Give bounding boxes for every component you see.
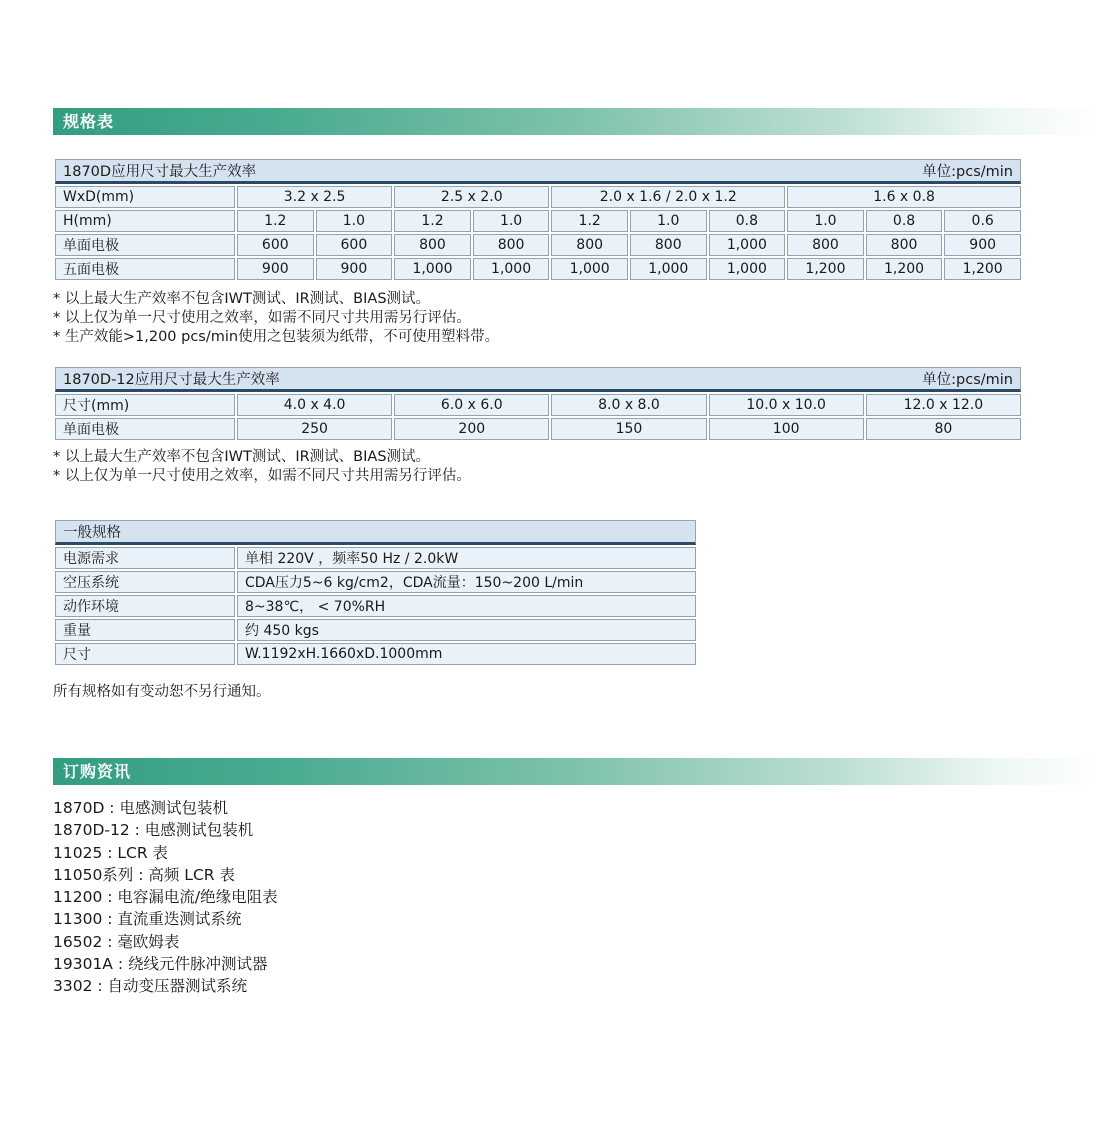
value-cell: 8.0 x 8.0 bbox=[551, 394, 706, 416]
value-cell: W.1192xH.1660xD.1000mm bbox=[237, 643, 696, 665]
value-cell: 1,000 bbox=[473, 258, 550, 280]
value-cell: 4.0 x 4.0 bbox=[237, 394, 392, 416]
order-list-item: 3302 : 自动变压器测试系统 bbox=[53, 977, 248, 996]
row-label-cell: H(mm) bbox=[55, 210, 235, 232]
value-cell: 600 bbox=[316, 234, 393, 256]
value-cell: 900 bbox=[237, 258, 314, 280]
table-row bbox=[55, 258, 1021, 280]
value-cell: 1.0 bbox=[787, 210, 864, 232]
value-cell: 1,200 bbox=[866, 258, 943, 280]
order-list-item: 1870D-12 : 电感测试包装机 bbox=[53, 821, 254, 840]
row-label-cell: 动作环境 bbox=[55, 595, 235, 617]
value-cell: 1,000 bbox=[394, 258, 471, 280]
row-label-cell: 单面电极 bbox=[55, 234, 235, 256]
value-cell: 800 bbox=[551, 234, 628, 256]
table-title-row bbox=[55, 520, 696, 545]
order-section-header: 订购资讯 bbox=[53, 758, 1102, 785]
value-cell: 0.8 bbox=[866, 210, 943, 232]
row-label-cell: 重量 bbox=[55, 619, 235, 641]
row-label-cell: WxD(mm) bbox=[55, 186, 235, 208]
disclaimer-text: 所有规格如有变动恕不另行通知。 bbox=[53, 684, 271, 700]
capacity-table-1870d-12 bbox=[53, 365, 1023, 442]
value-cell: 800 bbox=[394, 234, 471, 256]
table-row bbox=[55, 394, 1021, 416]
value-cell: 80 bbox=[866, 418, 1021, 440]
value-cell: 1,000 bbox=[630, 258, 707, 280]
value-cell: 1,200 bbox=[944, 258, 1021, 280]
value-cell: 1.2 bbox=[237, 210, 314, 232]
value-cell: 2.0 x 1.6 / 2.0 x 1.2 bbox=[551, 186, 785, 208]
value-cell: 单相 220V ，频率50 Hz / 2.0kW bbox=[237, 547, 696, 569]
row-label-cell: 单面电极 bbox=[55, 418, 235, 440]
value-cell: 200 bbox=[394, 418, 549, 440]
value-cell: 1,000 bbox=[551, 258, 628, 280]
value-cell: 150 bbox=[551, 418, 706, 440]
table-title-row bbox=[55, 159, 1021, 184]
value-cell: 约 450 kgs bbox=[237, 619, 696, 641]
value-cell: 0.8 bbox=[709, 210, 786, 232]
order-list-item: 19301A : 绕线元件脉冲测试器 bbox=[53, 955, 268, 974]
table-row bbox=[55, 210, 1021, 232]
table-row bbox=[55, 571, 696, 593]
value-cell: 900 bbox=[944, 234, 1021, 256]
value-cell: 2.5 x 2.0 bbox=[394, 186, 549, 208]
value-cell: 1,000 bbox=[709, 234, 786, 256]
value-cell: 1.0 bbox=[316, 210, 393, 232]
order-list-item: 1870D : 电感测试包装机 bbox=[53, 799, 228, 817]
table-title-cell bbox=[55, 367, 1021, 392]
table-row bbox=[55, 595, 696, 617]
table-title-cell bbox=[55, 159, 1021, 184]
table-title-cell bbox=[55, 520, 696, 545]
order-list-item: 11200 : 电容漏电流/绝缘电阻表 bbox=[53, 888, 278, 907]
value-cell: 1.6 x 0.8 bbox=[787, 186, 1021, 208]
capacity-table-1870d bbox=[53, 157, 1023, 282]
value-cell: 1.0 bbox=[473, 210, 550, 232]
value-cell: 250 bbox=[237, 418, 392, 440]
footnote-line: * 以上仅为单一尺寸使用之效率，如需不同尺寸共用需另行评估。 bbox=[53, 468, 471, 484]
spec-page bbox=[0, 108, 1102, 998]
table-title: 1870D应用尺寸最大生产效率 bbox=[63, 164, 257, 180]
value-cell: 800 bbox=[630, 234, 707, 256]
footnotes-table2 bbox=[53, 448, 1102, 486]
value-cell: 1,000 bbox=[709, 258, 786, 280]
spec-section-header: 规格表 bbox=[53, 108, 1102, 135]
value-cell: 3.2 x 2.5 bbox=[237, 186, 392, 208]
footnote-line: * 以上仅为单一尺寸使用之效率，如需不同尺寸共用需另行评估。 bbox=[53, 310, 471, 326]
table-row bbox=[55, 619, 696, 641]
value-cell: 8~38℃， < 70%RH bbox=[237, 595, 696, 617]
table-title: 1870D-12应用尺寸最大生产效率 bbox=[63, 372, 280, 388]
order-list-item: 11050系列 : 高频 LCR 表 bbox=[53, 865, 235, 884]
value-cell: 1,200 bbox=[787, 258, 864, 280]
row-label-cell: 尺寸(mm) bbox=[55, 394, 235, 416]
table-unit: 单位:pcs/min bbox=[922, 372, 1013, 388]
value-cell: 1.2 bbox=[394, 210, 471, 232]
footnotes-table1 bbox=[53, 290, 1102, 347]
table-row bbox=[55, 547, 696, 569]
row-label-cell: 空压系统 bbox=[55, 571, 235, 593]
value-cell: 800 bbox=[473, 234, 550, 256]
table-title: 一般规格 bbox=[63, 525, 121, 541]
table-row bbox=[55, 418, 1021, 440]
order-list-item: 11025 : LCR 表 bbox=[53, 843, 169, 862]
table-row bbox=[55, 234, 1021, 256]
value-cell: CDA压力5~6 kg/cm2，CDA流量：150~200 L/min bbox=[237, 571, 696, 593]
row-label-cell: 电源需求 bbox=[55, 547, 235, 569]
order-list-item: 11300 : 直流重迭测试系统 bbox=[53, 910, 242, 929]
value-cell: 900 bbox=[316, 258, 393, 280]
footnote-line: * 以上最大生产效率不包含IWT测试、IR测试、BIAS测试。 bbox=[53, 291, 431, 307]
value-cell: 0.6 bbox=[944, 210, 1021, 232]
general-spec-table bbox=[53, 518, 698, 667]
row-label-cell: 尺寸 bbox=[55, 643, 235, 665]
order-list bbox=[53, 797, 1102, 998]
table-row bbox=[55, 643, 696, 665]
value-cell: 1.0 bbox=[630, 210, 707, 232]
value-cell: 1.2 bbox=[551, 210, 628, 232]
footnote-line: * 生产效能>1,200 pcs/min使用之包装须为纸带，不可使用塑料带。 bbox=[53, 329, 500, 345]
value-cell: 10.0 x 10.0 bbox=[709, 394, 864, 416]
value-cell: 800 bbox=[787, 234, 864, 256]
value-cell: 100 bbox=[709, 418, 864, 440]
order-list-item: 16502 : 毫欧姆表 bbox=[53, 932, 180, 951]
table-row bbox=[55, 186, 1021, 208]
value-cell: 12.0 x 12.0 bbox=[866, 394, 1021, 416]
table-title-row bbox=[55, 367, 1021, 392]
value-cell: 800 bbox=[866, 234, 943, 256]
footnote-line: * 以上最大生产效率不包含IWT测试、IR测试、BIAS测试。 bbox=[53, 449, 431, 465]
row-label-cell: 五面电极 bbox=[55, 258, 235, 280]
value-cell: 600 bbox=[237, 234, 314, 256]
value-cell: 6.0 x 6.0 bbox=[394, 394, 549, 416]
table-unit: 单位:pcs/min bbox=[922, 164, 1013, 180]
